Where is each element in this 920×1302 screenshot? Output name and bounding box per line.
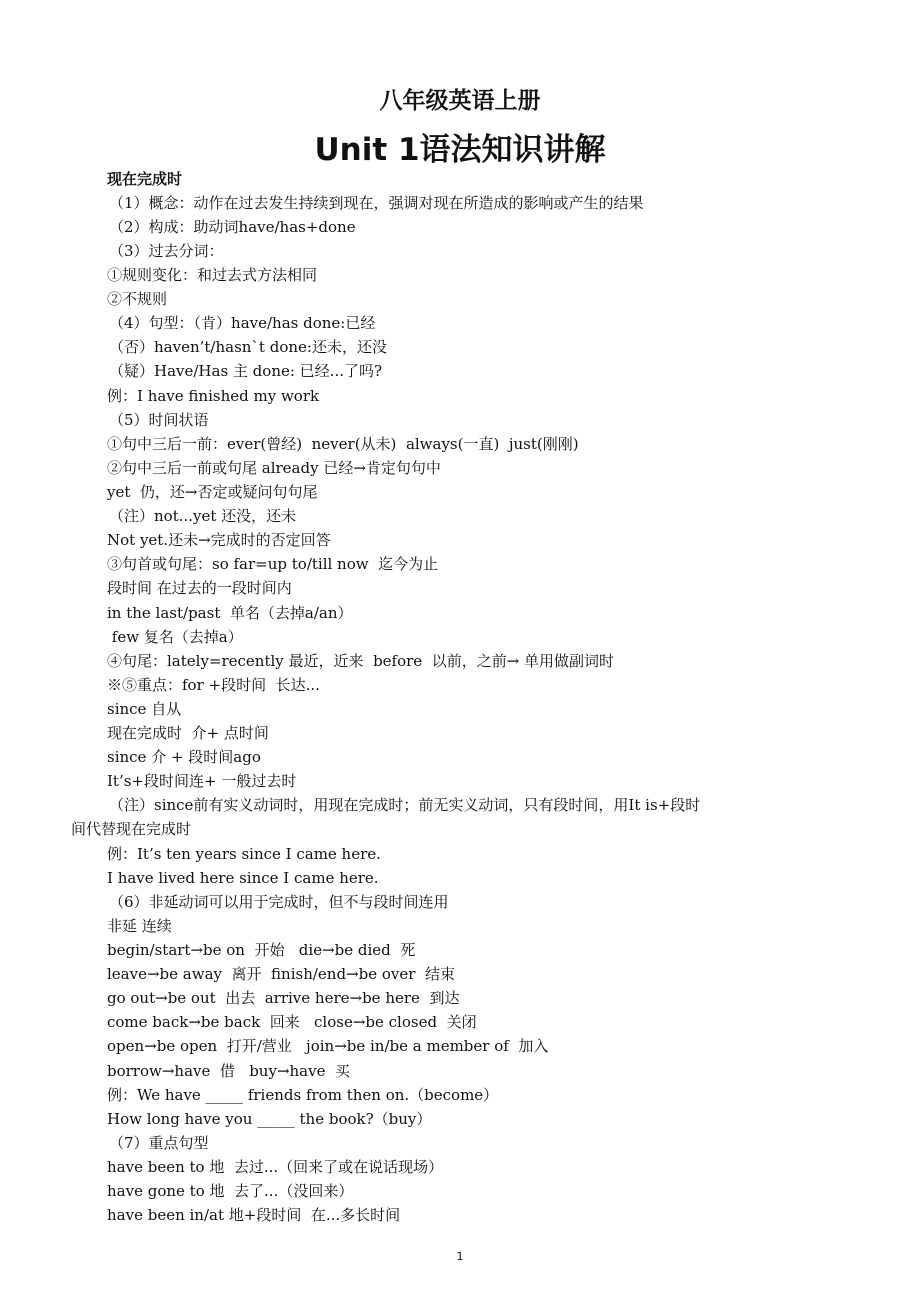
text-line: yet 仍，还→否定或疑问句句尾 — [107, 483, 318, 501]
text-line: It’s+段时间连+ 一般过去时 — [107, 772, 297, 790]
text-line: 段时间 在过去的一段时间内 — [107, 579, 292, 597]
text-line: 现在完成时 介+ 点时间 — [107, 724, 269, 742]
document-title-unit: Unit 1语法知识讲解 — [314, 132, 606, 168]
text-line: ※⑤重点：for +段时间 长达... — [107, 676, 320, 694]
text-line: 例：I have finished my work — [107, 387, 320, 405]
document-title-grade: 八年级英语上册 — [379, 88, 541, 114]
text-line: （疑）Have/Has 主 done: 已经...了吗? — [109, 362, 383, 380]
text-line: have been to 地 去过...（回来了或在说话现场） — [107, 1158, 444, 1176]
text-line: since 介 + 段时间ago — [107, 748, 261, 766]
text-line: （6）非延动词可以用于完成时，但不与段时间连用 — [109, 893, 449, 911]
text-line: （3）过去分词： — [109, 242, 224, 260]
text-line: leave→be away 离开 finish/end→be over 结束 — [107, 965, 455, 983]
text-line: （1）概念：动作在过去发生持续到现在，强调对现在所造成的影响或产生的结果 — [109, 194, 644, 212]
text-line: open→be open 打开/营业 join→be in/be a member of 加入 — [107, 1037, 549, 1055]
text-line: 例：It’s ten years since I came here. — [107, 845, 381, 863]
text-line: in the last/past 单名（去掉a/an） — [107, 604, 353, 622]
text-line: ②不规则 — [107, 290, 168, 308]
text-line: begin/start→be on 开始 die→be died 死 — [107, 941, 416, 959]
text-line: ③句首或句尾：so far=up to/till now 迄今为止 — [107, 555, 439, 573]
text-line: since 自从 — [107, 700, 182, 718]
text-line: ④句尾：lately=recently 最近，近来 before 以前，之前→ 单用做副词时 — [107, 652, 615, 670]
text-line: Not yet.还未→完成时的否定回答 — [107, 531, 331, 549]
text-line: （4）句型：（肯）have/has done:已经 — [109, 314, 376, 332]
text-line: （否）haven’t/hasn`t done:还未，还没 — [109, 338, 387, 356]
text-line: ①规则变化：和过去式方法相同 — [107, 266, 318, 284]
page-number: 1 — [456, 1250, 464, 1263]
text-line: （注）since前有实义动词时，用现在完成时；前无实义动词，只有段时间，用It is+段时 — [109, 796, 701, 814]
text-line: 间代替现在完成时 — [71, 820, 192, 838]
text-line: have gone to 地 去了...（没回来） — [107, 1182, 354, 1200]
section-heading: 现在完成时 — [107, 170, 183, 188]
text-line: borrow→have 借 buy→have 买 — [107, 1062, 351, 1080]
text-line: come back→be back 回来 close→be closed 关闭 — [107, 1013, 477, 1031]
text-line: 非延 连续 — [107, 917, 172, 935]
text-line: few 复名（去掉a） — [107, 628, 243, 646]
text-line: （7）重点句型 — [109, 1134, 209, 1152]
text-line: go out→be out 出去 arrive here→be here 到达 — [107, 989, 460, 1007]
text-line: I have lived here since I came here. — [107, 869, 379, 887]
text-line: ②句中三后一前或句尾 already 已经→肯定句句中 — [107, 459, 441, 477]
text-line: （2）构成：助动词have/has+done — [109, 218, 356, 236]
text-line: ①句中三后一前：ever(曾经) never(从未) always(一直) just(刚刚) — [107, 435, 579, 453]
text-line: How long have you _____ the book?（buy） — [107, 1110, 432, 1128]
text-line: （5）时间状语 — [109, 411, 209, 429]
text-line: （注）not...yet 还没，还未 — [109, 507, 297, 525]
text-line: 例：We have _____ friends from then on.（become） — [107, 1086, 499, 1104]
text-line: have been in/at 地+段时间 在...多长时间 — [107, 1206, 401, 1224]
